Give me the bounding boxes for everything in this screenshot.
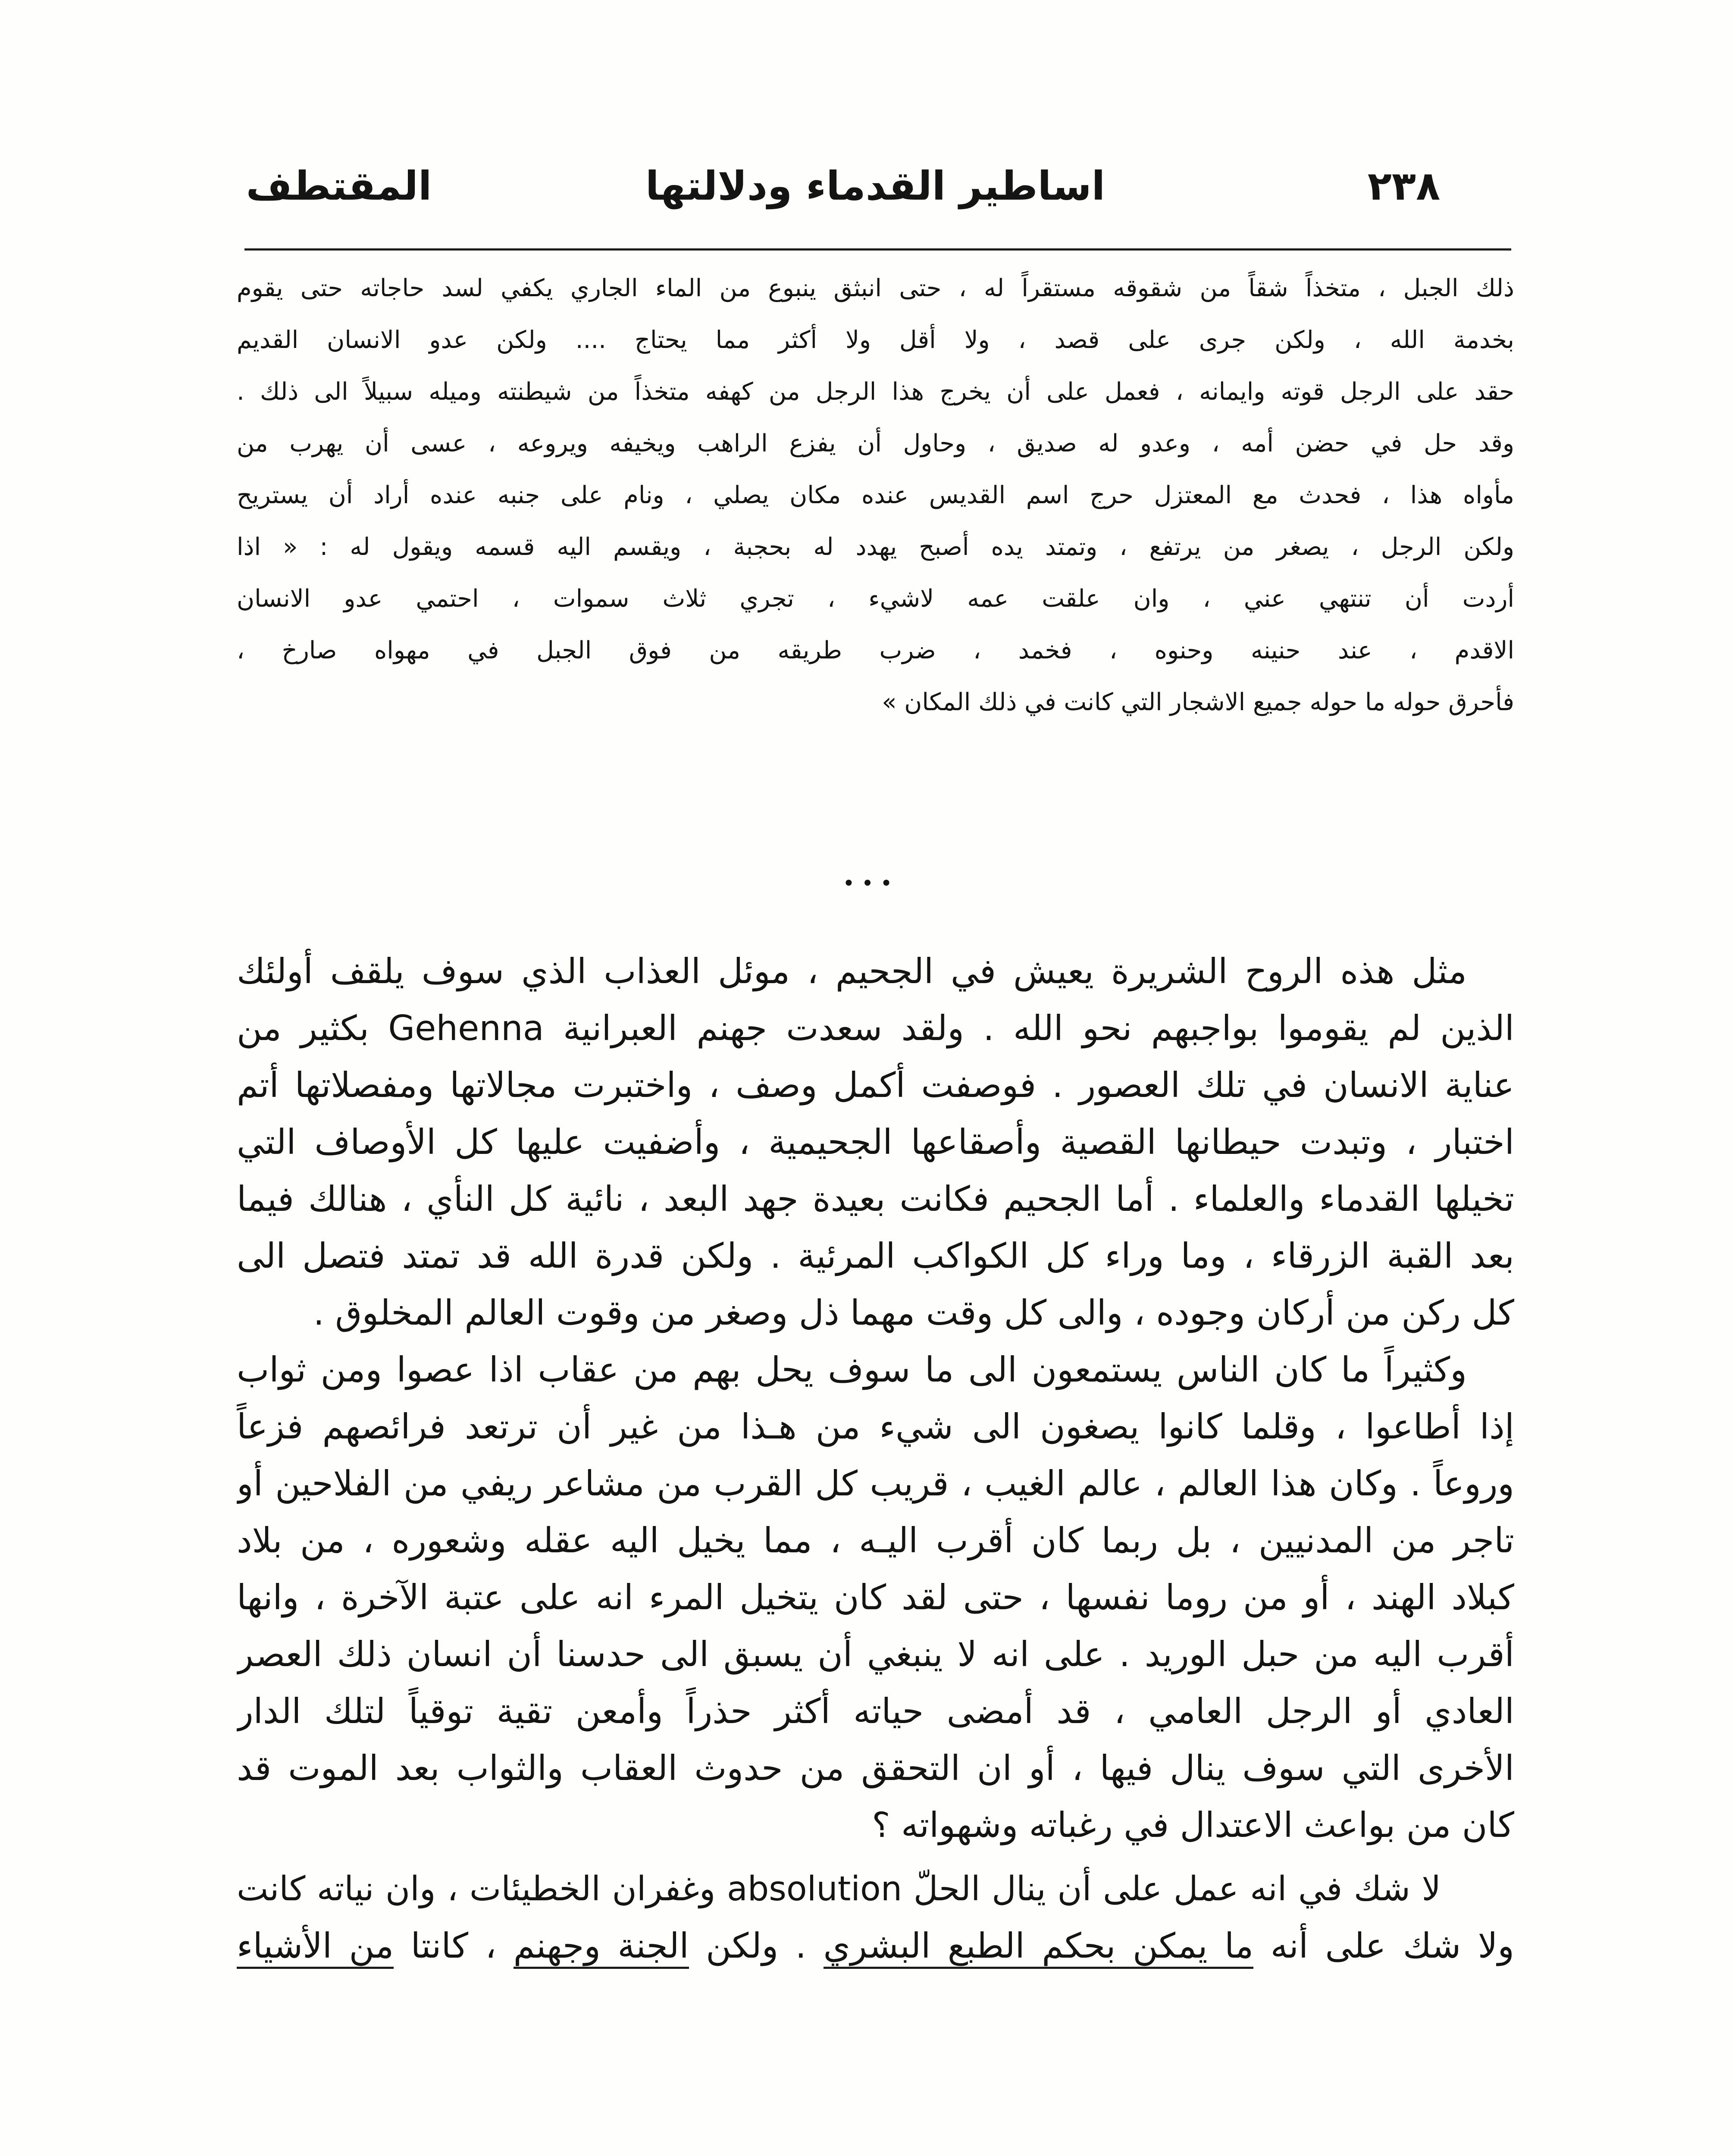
body-line: وروعاً . وكان هذا العالم ، عالم الغيب ، قريب كل القرب من مشاعر ريفي من الفلاحين أو: [237, 1463, 1514, 1504]
body-line: كبلاد الهند ، أو من روما نفسها ، حتى لقد كان يتخيل المرء انه على عتبة الآخرة ، وانها: [237, 1577, 1514, 1617]
text-segment: ، كانتا: [394, 1926, 514, 1966]
quote-line: أردت أن تنتهي عني ، وان علقت عمه لاشيء ، تجري ثلاث سموات ، احتمي عدو الانسان: [237, 585, 1514, 613]
body-line: إذا أطاعوا ، وقلما كانوا يصغون الى شيء من هـذا من غير أن ترتعد فرائصهم فزعاً: [237, 1407, 1514, 1447]
quote-line: ولكن الرجل ، يصغر من يرتفع ، وتمتد يده أصبح يهدد له بحجبة ، ويقسم اليه قسمه ويقول له : « اذا: [237, 533, 1514, 561]
body-line: كل ركن من أركان وجوده ، والى كل وقت مهما ذل وصغر من وقوت العالم المخلوق .: [313, 1293, 1514, 1333]
body-line: مثل هذه الروح الشريرة يعيش في الجحيم ، موئل العذاب الذي سوف يلقف أولئك: [237, 951, 1467, 991]
journal-name: المقتطف: [246, 163, 432, 209]
underlined-text: الجنة وجهنم: [514, 1926, 689, 1969]
quote-line: مأواه هذا ، فحدث مع المعتزل حرج اسم القديس عنده مكان يصلي ، ونام على جنبه عنده أراد أن يستريح: [237, 481, 1514, 509]
quote-line: حقد على الرجل قوته وايمانه ، فعمل على أن يخرج هذا الرجل من كهفه متخذاً من شيطنته وميله سبيلاً الى ذلك .: [237, 378, 1514, 406]
section-separator: • • •: [842, 871, 893, 896]
body-line: تاجر من المدنيين ، بل ربما كان أقرب اليـه ، مما يخيل اليه عقله وشعوره ، من بلاد: [237, 1520, 1514, 1561]
body-text: [237, 943, 1514, 1974]
quote-line: الاقدم ، عند حنينه وحنوه ، فخمد ، ضرب طريقه من فوق الجبل في مهواه صارخ ،: [237, 636, 1514, 664]
body-line: [237, 1918, 1514, 1974]
body-line: وكثيراً ما كان الناس يستمعون الى ما سوف يحل بهم من عقاب اذا عصوا ومن ثواب: [237, 1350, 1467, 1390]
header-rule: [244, 248, 1511, 251]
quoted-passage: [237, 263, 1514, 728]
body-line: لا شك في انه عمل على أن ينال الحلّ absolution وغفران الخطيئات ، وان نياته كانت: [237, 1870, 1441, 1908]
body-line: كان من بواعث الاعتدال في رغباته وشهواته ؟: [872, 1805, 1514, 1845]
body-line: العادي أو الرجل العامي ، قد أمضى حياته أكثر حذراً وأمعن تقية توقياً لتلك الدار: [237, 1691, 1514, 1731]
body-line: تخيلها القدماء والعلماء . أما الجحيم فكانت بعيدة جهد البعد ، نائية كل النأي ، هنالك فيما: [237, 1179, 1514, 1219]
text-segment: ولا شك على أنه: [1253, 1926, 1514, 1966]
underlined-text: من الأشياء: [237, 1926, 394, 1969]
body-line: أقرب اليه من حبل الوريد . على انه لا ينبغي أن يسبق الى حدسنا أن انسان ذلك العصر: [237, 1634, 1514, 1674]
body-line: عناية الانسان في تلك العصور . فوصفت أكمل وصف ، واختبرت مجالاتها ومفصلاتها أتم: [237, 1065, 1514, 1105]
body-line: الأخرى التي سوف ينال فيها ، أو ان التحقق من حدوث العقاب والثواب بعد الموت قد: [237, 1748, 1514, 1788]
running-title: اساطير القدماء ودلالتها: [645, 163, 1106, 209]
text-segment: . ولكن: [689, 1926, 824, 1966]
body-line: الذين لم يقوموا بواجبهم نحو الله . ولقد سعدت جهنم العبرانية Gehenna بكثير من: [237, 1008, 1514, 1048]
quote-line: ذلك الجبل ، متخذاً شقاً من شقوقه مستقراً له ، حتى انبثق ينبوع من الماء الجاري يكفي لسد حاجاته حتى يقوم: [237, 274, 1514, 302]
page-number: ٢٣٨: [1367, 163, 1441, 209]
body-line: بعد القبة الزرقاء ، وما وراء كل الكواكب المرئية . ولكن قدرة الله قد تمتد فتصل الى: [237, 1236, 1514, 1276]
quote-line: بخدمة الله ، ولكن جرى على قصد ، ولا أقل ولا أكثر مما يحتاج .... ولكن عدو الانسان القديم: [237, 326, 1514, 354]
quote-line: فأحرق حوله ما حوله جميع الاشجار التي كانت في ذلك المكان »: [882, 688, 1514, 716]
quote-line: وقد حل في حضن أمه ، وعدو له صديق ، وحاول أن يفزع الراهب ويخيفه ويروعه ، عسى أن يهرب من: [237, 429, 1514, 458]
underlined-text: ما يمكن بحكم الطبع البشري: [824, 1926, 1254, 1969]
body-line: اختبار ، وتبدت حيطانها القصية وأصقاعها الجحيمية ، وأضفيت عليها كل الأوصاف التي: [237, 1122, 1514, 1162]
